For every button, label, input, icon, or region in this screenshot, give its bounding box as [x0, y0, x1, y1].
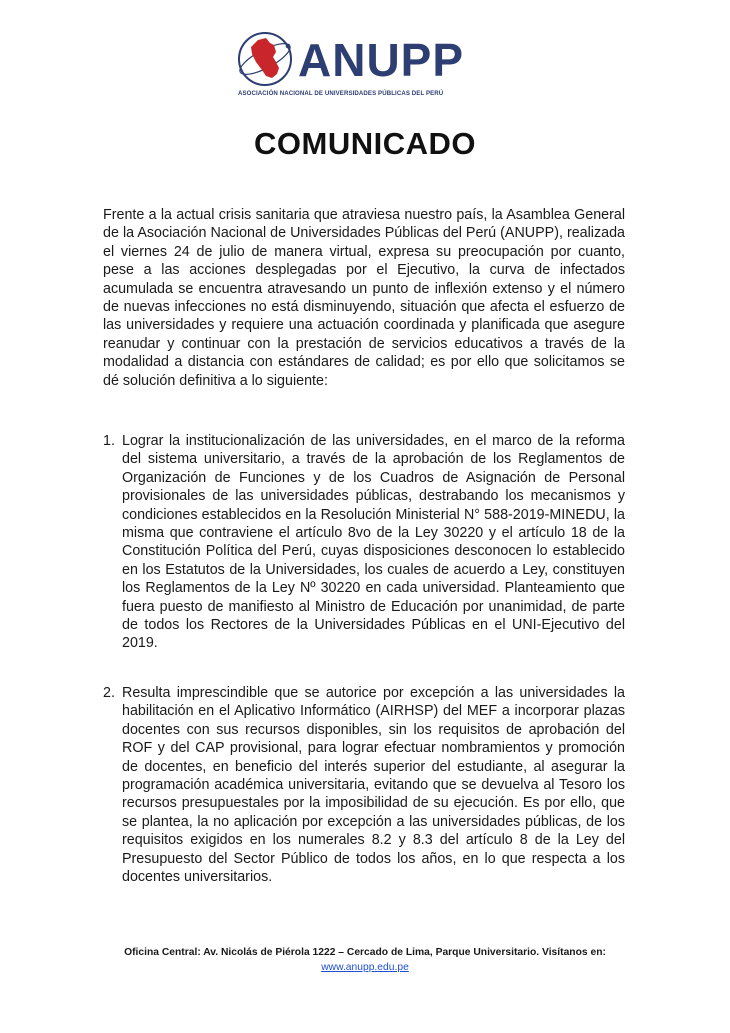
anupp-logo: [236, 30, 498, 102]
list-item-number: 1.: [103, 433, 115, 449]
website-link[interactable]: www.anupp.edu.pe: [321, 962, 409, 973]
list-item-text: Resulta imprescindible que se autorice por excepción a las universidades la habilitación en el Aplicativo Informático (AIRHSP) del MEF a incorporar plazas docentes con sus recursos disponibles, sin los requisitos de aprobación del ROF y del CAP provisional, para lograr efectuar nombramientos y promoción de docentes, en beneficio del interés superior del estudiante, al asegurar la programación académica universitaria, evitando que se devuelva al Tesoro los recursos presupuestales por la imposibilidad de su ejecución. Es por ello, que se plantea, la no aplicación por excepción a las universidades públicas, de los requisitos exigidos en los numerales 8.2 y 8.3 del artículo 8 de la Ley del Presupuesto del Sector Público de todos los años, en lo que respecta a los docentes universitarios.: [122, 685, 625, 886]
logo-subtitle: ASOCIACIÓN NACIONAL DE UNIVERSIDADES PÚBLICAS DEL PERÚ: [238, 90, 444, 97]
logo-wordmark: ANUPP: [298, 34, 465, 86]
document-title: COMUNICADO: [254, 126, 476, 161]
list-item: [103, 432, 625, 653]
footer: [0, 945, 730, 975]
request-list-2: [103, 684, 625, 886]
intro-paragraph: Frente a la actual crisis sanitaria que atraviesa nuestro país, la Asamblea General de la Asociación Nacional de Universidades Públicas del Perú (ANUPP), realizada el viernes 24 de julio de manera virtual, expresa su preocupación por cuanto, pese a las acciones desplegadas por el Ejecutivo, la curva de infectados acumulada se encuentra atravesando un punto de inflexión extenso y el número de nuevas infecciones no está disminuyendo, situación que afecta el esfuerzo de las universidades y requiere una actuación coordinada y planificada que asegure reanudar y continuar con la prestación de servicios educativos a través de la modalidad a distancia con estándares de calidad; es por ello que solicitamos se dé solución definitiva a lo siguiente:: [103, 207, 625, 389]
peru-map-globe-icon: [236, 30, 294, 88]
footer-address: Oficina Central: Av. Nicolás de Piérola 1222 – Cercado de Lima, Parque Universitario. Visítanos en:: [124, 947, 606, 958]
request-list-1: [103, 432, 625, 653]
list-item-number: 2.: [103, 685, 115, 701]
list-item: [103, 684, 625, 886]
list-item-text: Lograr la institucionalización de las universidades, en el marco de la reforma del sistema universitario, a través de la aprobación de los Reglamentos de Organización de Funciones y de los Cuadros de Asignación de Personal provisionales de las universidades públicas, destrabando los mecanismos y condiciones establecidos en la Resolución Ministerial N° 588-2019-MINEDU, la misma que contraviene el artículo 8vo de la Ley 30220 y el artículo 18 de la Constitución Política del Perú, cuyas disposiciones desconocen lo establecido en los Estatutos de la Universidades, los cuales de acuerdo a Ley, constituyen los Reglamentos de la Ley Nº 30220 en cada universidad. Planteamiento que fuera puesto de manifiesto al Ministro de Educación por unanimidad, de parte de todos los Rectores de la Universidades Públicas en el UNI-Ejecutivo del 2019.: [122, 433, 625, 652]
